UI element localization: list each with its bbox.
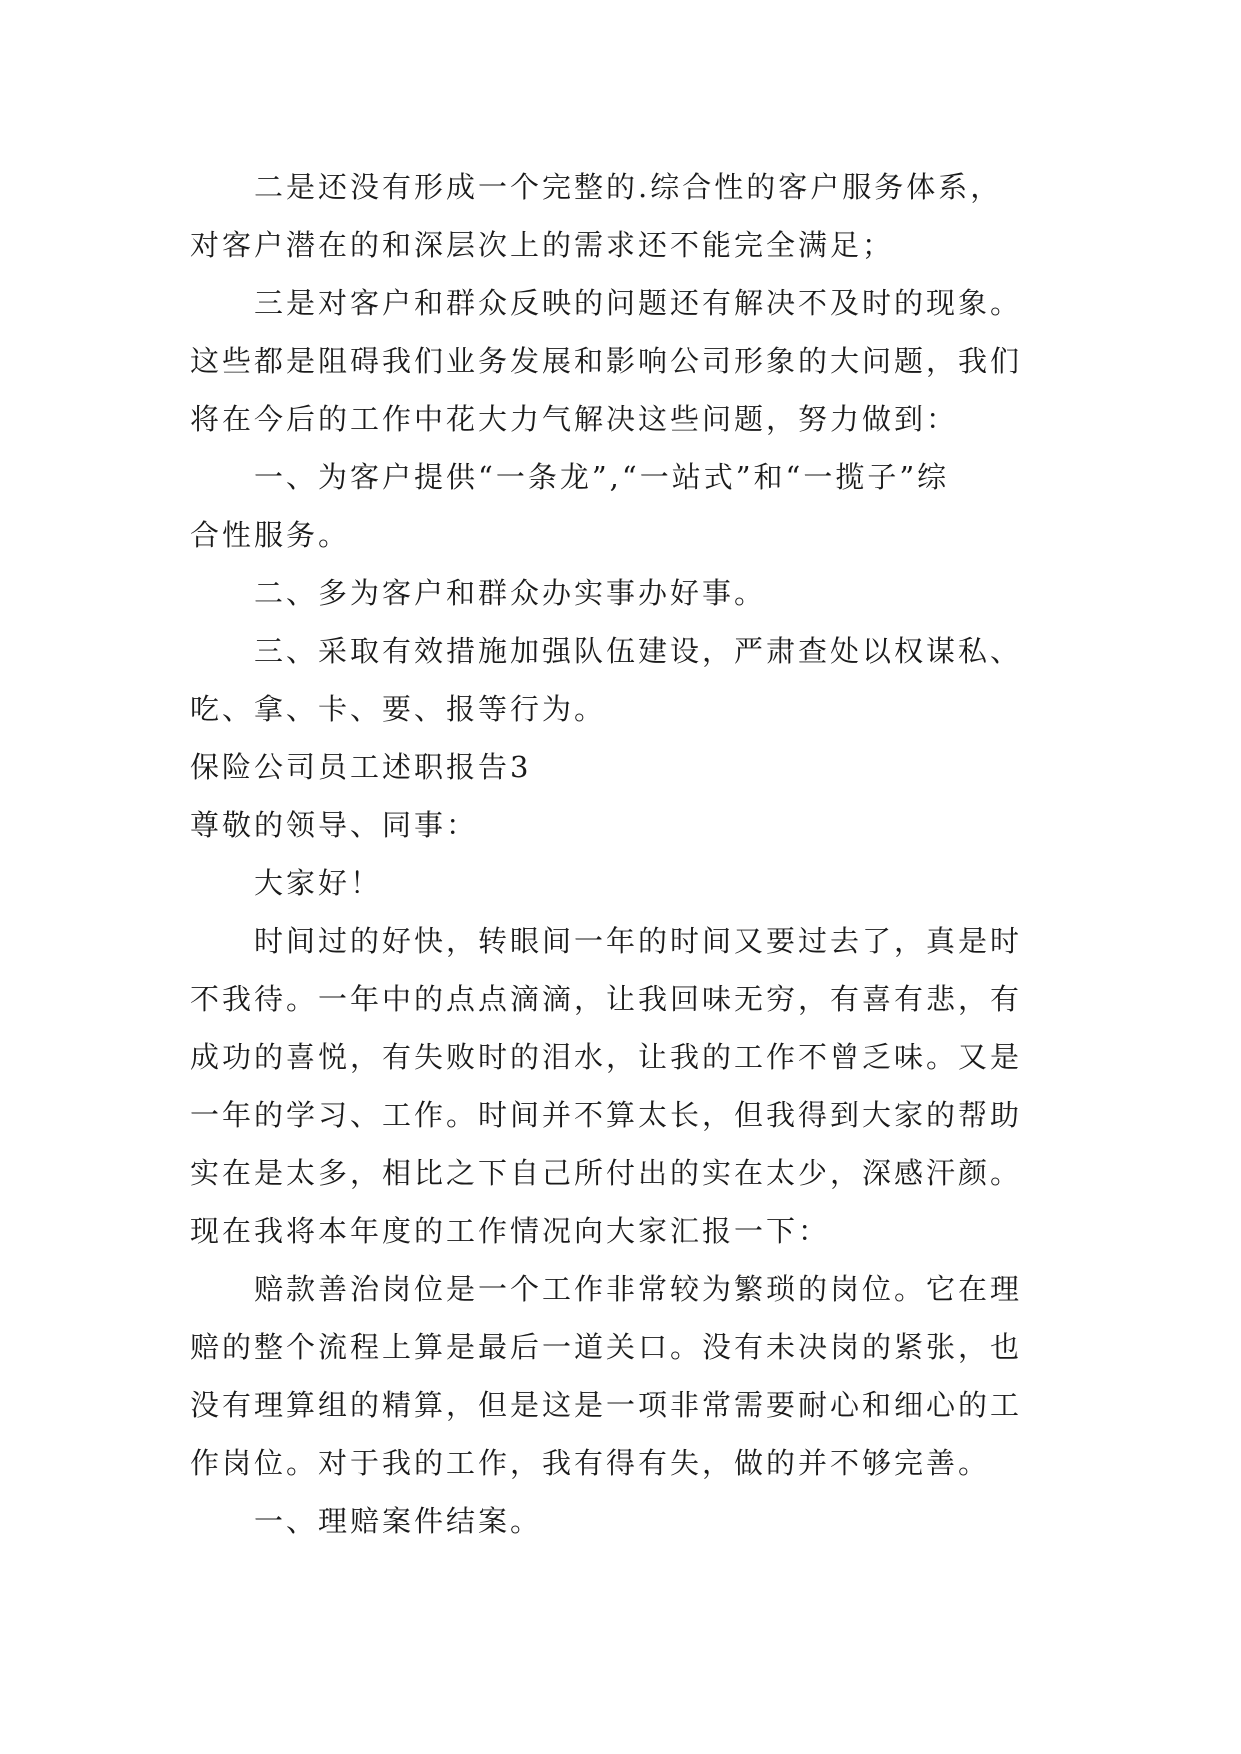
text-line: 时间过的好快，转眼间一年的时间又要过去了，真是时: [254, 924, 1023, 958]
section-heading: 保险公司员工述职报告3: [190, 750, 532, 784]
text-line: 这些都是阻碍我们业务发展和影响公司形象的大问题，我们: [190, 344, 1023, 378]
document-body: [190, 158, 1070, 1550]
text-line: 三、采取有效措施加强队伍建设，严肃查处以权谋私、: [254, 634, 1023, 668]
text-line: 二是还没有形成一个完整的.综合性的客户服务体系，: [254, 170, 1003, 204]
salutation: 尊敬的领导、同事：: [190, 808, 479, 842]
text-line: 二、多为客户和群众办实事办好事。: [254, 576, 767, 610]
text-line: 吃、拿、卡、要、报等行为。: [190, 692, 607, 726]
text-line: 将在今后的工作中花大力气解决这些问题，努力做到：: [190, 402, 959, 436]
text-line: 作岗位。对于我的工作，我有得有失，做的并不够完善。: [190, 1446, 991, 1480]
text-line: 一、为客户提供“一条龙”,“一站式”和“一揽子”综: [254, 460, 950, 494]
text-line: 三是对客户和群众反映的问题还有解决不及时的现象。: [254, 286, 1023, 320]
text-line: 赔款善治岗位是一个工作非常较为繁琐的岗位。它在理: [254, 1272, 1023, 1306]
text-line: 一、理赔案件结案。: [254, 1504, 543, 1538]
text-line: 实在是太多，相比之下自己所付出的实在太少，深感汗颜。: [190, 1156, 1023, 1190]
text-line: 成功的喜悦，有失败时的泪水，让我的工作不曾乏味。又是: [190, 1040, 1023, 1074]
text-line: 一年的学习、工作。时间并不算太长，但我得到大家的帮助: [190, 1098, 1023, 1132]
text-line: 没有理算组的精算，但是这是一项非常需要耐心和细心的工: [190, 1388, 1023, 1422]
text-line: 现在我将本年度的工作情况向大家汇报一下：: [190, 1214, 831, 1248]
text-line: 对客户潜在的和深层次上的需求还不能完全满足；: [190, 228, 895, 262]
text-line: 赔的整个流程上算是最后一道关口。没有未决岗的紧张，也: [190, 1330, 1023, 1364]
text-line: 不我待。一年中的点点滴滴，让我回味无穷，有喜有悲，有: [190, 982, 1023, 1016]
greeting: 大家好！: [254, 866, 383, 900]
text-line: 合性服务。: [190, 518, 351, 552]
